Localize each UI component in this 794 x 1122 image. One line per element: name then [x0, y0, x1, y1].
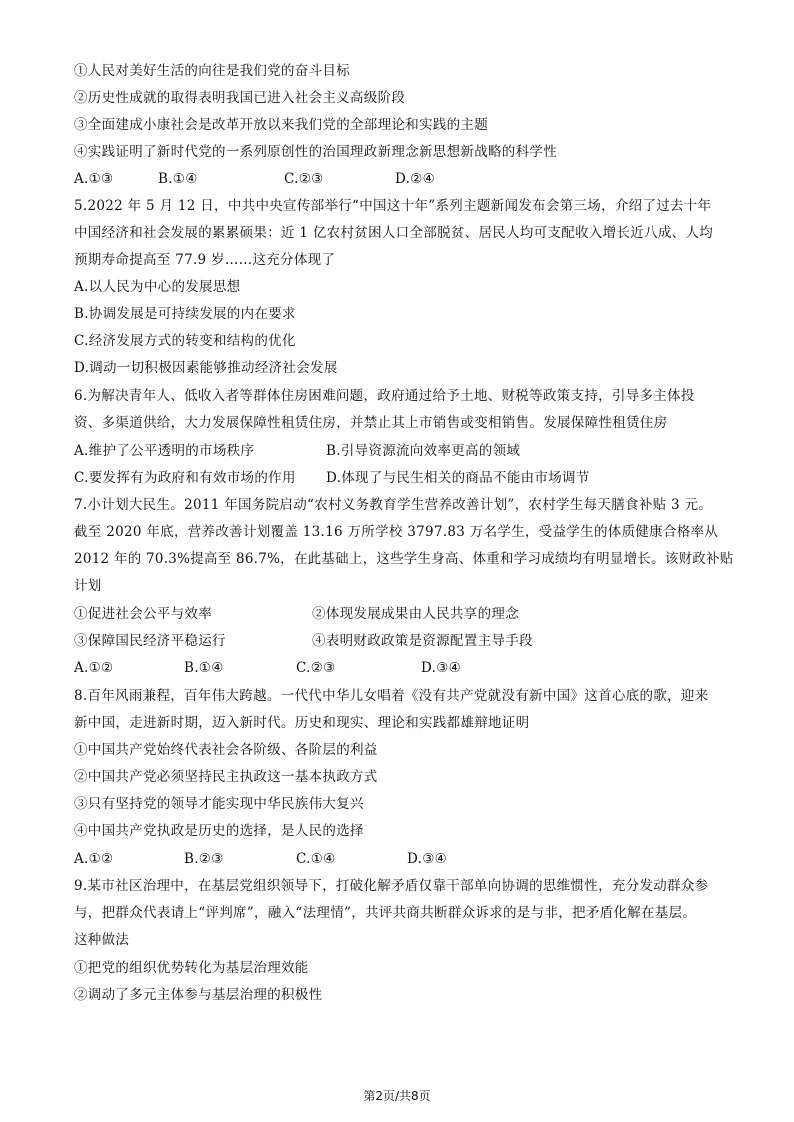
q7-option-1: ①促进社会公平与效率	[74, 606, 212, 622]
q4-option-1: ①人民对美好生活的向往是我们党的奋斗目标	[74, 63, 350, 79]
q6-choice-b: B.引导资源流向效率更高的领域	[326, 443, 521, 459]
q8-option-4: ④中国共产党执政是历史的选择，是人民的选择	[74, 823, 364, 839]
q5-stem-line-2: 中国经济和社会发展的累累硕果：近 1 亿农村贫困人口全部脱贫、居民人均可支配收入增长近八成、人均	[74, 225, 714, 241]
q9-option-2: ②调动了多元主体参与基层治理的积极性	[74, 987, 323, 1003]
q4-option-4: ④实践证明了新时代党的一系列原创性的治国理政新理念新思想新战略的科学性	[74, 144, 557, 160]
q8-option-1: ①中国共产党始终代表社会各阶级、各阶层的利益	[74, 742, 378, 758]
q8-choice-b: B.②③	[184, 851, 224, 867]
q7-stem-line-3: 2012 年的 70.3%提高至 86.7%，在此基础上，这些学生身高、体重和学习成绩均有明显增长。该财政补贴	[74, 551, 734, 567]
q4-option-2: ②历史性成就的取得表明我国已进入社会主义高级阶段	[74, 90, 406, 106]
q4-option-3: ③全面建成小康社会是改革开放以来我们党的全部理论和实践的主题	[74, 117, 488, 133]
q5-stem-line-1: 5.2022 年 5 月 12 日，中共中央宣传部举行“中国这十年”系列主题新闻发布会第三场，介绍了过去十年	[74, 198, 712, 214]
q9-option-1: ①把党的组织优势转化为基层治理效能	[74, 960, 309, 976]
q8-stem-line-2: 新中国，走进新时期，迈入新时代。历史和现实、理论和实践都雄辩地证明	[74, 715, 530, 731]
page-number-footer: 第2页/共8页	[363, 1089, 431, 1103]
q7-stem-line-4: 计划	[74, 578, 102, 594]
q5-choice-a: A.以人民为中心的发展思想	[74, 279, 241, 295]
q6-stem-line-2: 资、多渠道供给，大力发展保障性租赁住房，并禁止其上市销售或变相销售。发展保障性租赁住房	[74, 415, 668, 431]
q6-choice-c: C.要发挥有为政府和有效市场的作用	[74, 470, 296, 486]
q7-stem-line-2: 截至 2020 年底，营养改善计划覆盖 13.16 万所学校 3797.83 万名学生，受益学生的体质健康合格率从	[74, 524, 719, 540]
q8-choice-c: C.①④	[296, 851, 336, 867]
q9-stem-line-2: 与，把群众代表请上“评判席”，融入“法理情”，共评共商共断群众诉求的是与非，把矛盾化解在基层。	[74, 905, 697, 921]
q7-choice-d: D.③④	[421, 660, 462, 676]
q4-choice-c: C.②③	[284, 171, 324, 187]
q7-stem-line-1: 7.小计划大民生。2011 年国务院启动“农村义务教育学生营养改善计划”，农村学生每天膳食补贴 3 元。	[74, 497, 713, 513]
q7-option-3: ③保障国民经济平稳运行	[74, 633, 226, 649]
q9-stem-line-1: 9.某市社区治理中，在基层党组织领导下，打破化解矛盾仅靠干部单向协调的思维惯性，充分发动群众参	[74, 878, 709, 894]
q4-choice-d: D.②④	[395, 171, 436, 187]
q5-stem-line-3: 预期寿命提高至 77.9 岁……这充分体现了	[74, 252, 336, 268]
q8-stem-line-1: 8.百年风雨兼程，百年伟大跨越。一代代中华儿女唱着《没有共产党就没有新中国》这首心底的歌，迎来	[74, 688, 709, 704]
q4-choice-a: A.①③	[74, 171, 114, 187]
q5-choice-d: D.调动一切积极因素能够推动经济社会发展	[74, 360, 338, 376]
q6-choice-d: D.体现了与民生相关的商品不能由市场调节	[326, 470, 590, 486]
q7-option-4: ④表明财政政策是资源配置主导手段	[312, 633, 533, 649]
q7-choice-c: C.②③	[296, 660, 336, 676]
q8-option-2: ②中国共产党必须坚持民主执政这一基本执政方式	[74, 769, 378, 785]
q6-choice-a: A.维护了公平透明的市场秩序	[74, 443, 255, 459]
q8-choice-d: D.③④	[407, 851, 448, 867]
q7-choice-b: B.①④	[184, 660, 224, 676]
q9-stem-line-3: 这种做法	[74, 932, 130, 948]
q5-choice-b: B.协调发展是可持续发展的内在要求	[74, 306, 296, 322]
q6-stem-line-1: 6.为解决青年人、低收入者等群体住房困难问题，政府通过给予土地、财税等政策支持，引导多主体投	[74, 388, 695, 404]
q8-option-3: ③只有坚持党的领导才能实现中华民族伟大复兴	[74, 796, 364, 812]
q7-option-2: ②体现发展成果由人民共享的理念	[312, 606, 519, 622]
q4-choice-b: B.①④	[158, 171, 198, 187]
q7-choice-a: A.①②	[74, 660, 114, 676]
q5-choice-c: C.经济发展方式的转变和结构的优化	[74, 333, 296, 349]
q8-choice-a: A.①②	[74, 851, 114, 867]
